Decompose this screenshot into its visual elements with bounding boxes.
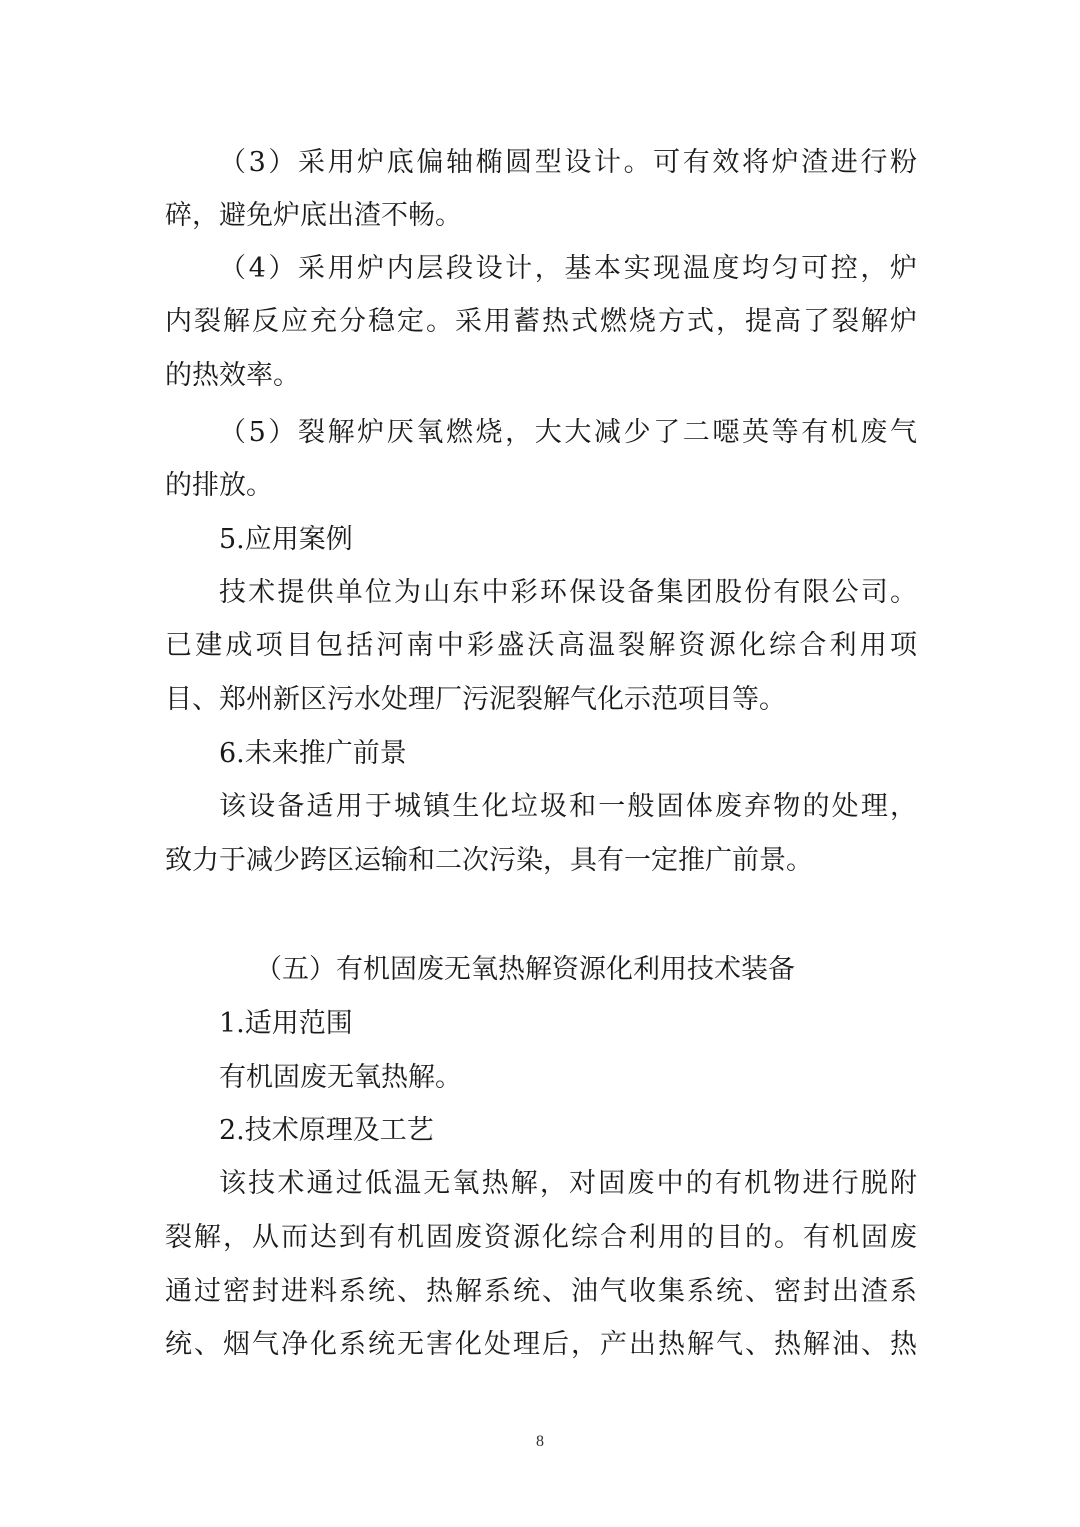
paragraph-line: （4）采用炉内层段设计，基本实现温度均匀可控，炉 — [219, 253, 917, 284]
section-heading-principle: 2.技术原理及工艺 — [219, 1115, 434, 1146]
section-title-organic-solid-waste: （五）有机固废无氧热解资源化利用技术装备 — [255, 954, 795, 985]
paragraph-line: （3）采用炉底偏轴椭圆型设计。可有效将炉渣进行粉 — [219, 147, 917, 178]
paragraph-line: 的热效率。 — [165, 360, 300, 391]
paragraph-line: 目、郑州新区污水处理厂污泥裂解气化示范项目等。 — [165, 684, 786, 715]
page-number: 8 — [536, 1433, 544, 1450]
paragraph-line: 有机固废无氧热解。 — [219, 1062, 462, 1093]
paragraph-line: （5）裂解炉厌氧燃烧，大大减少了二噁英等有机废气 — [219, 417, 917, 448]
paragraph-line: 碎，避免炉底出渣不畅。 — [165, 200, 462, 231]
section-heading-application-cases: 5.应用案例 — [219, 524, 353, 555]
paragraph-line: 技术提供单位为山东中彩环保设备集团股份有限公司。 — [219, 577, 917, 608]
paragraph-line: 内裂解反应充分稳定。采用蓄热式燃烧方式，提高了裂解炉 — [165, 306, 917, 337]
section-heading-future-prospects: 6.未来推广前景 — [219, 738, 407, 769]
paragraph-line: 统、烟气净化系统无害化处理后，产出热解气、热解油、热 — [165, 1329, 917, 1360]
paragraph-line: 该设备适用于城镇生化垃圾和一般固体废弃物的处理， — [219, 791, 917, 822]
paragraph-line: 通过密封进料系统、热解系统、油气收集系统、密封出渣系 — [165, 1276, 917, 1307]
paragraph-line: 已建成项目包括河南中彩盛沃高温裂解资源化综合利用项 — [165, 630, 917, 661]
section-heading-scope: 1.适用范围 — [219, 1008, 353, 1039]
paragraph-line: 致力于减少跨区运输和二次污染，具有一定推广前景。 — [165, 845, 813, 876]
paragraph-line: 裂解，从而达到有机固废资源化综合利用的目的。有机固废 — [165, 1222, 917, 1253]
paragraph-line: 的排放。 — [165, 470, 273, 501]
paragraph-line: 该技术通过低温无氧热解，对固废中的有机物进行脱附 — [219, 1168, 917, 1199]
